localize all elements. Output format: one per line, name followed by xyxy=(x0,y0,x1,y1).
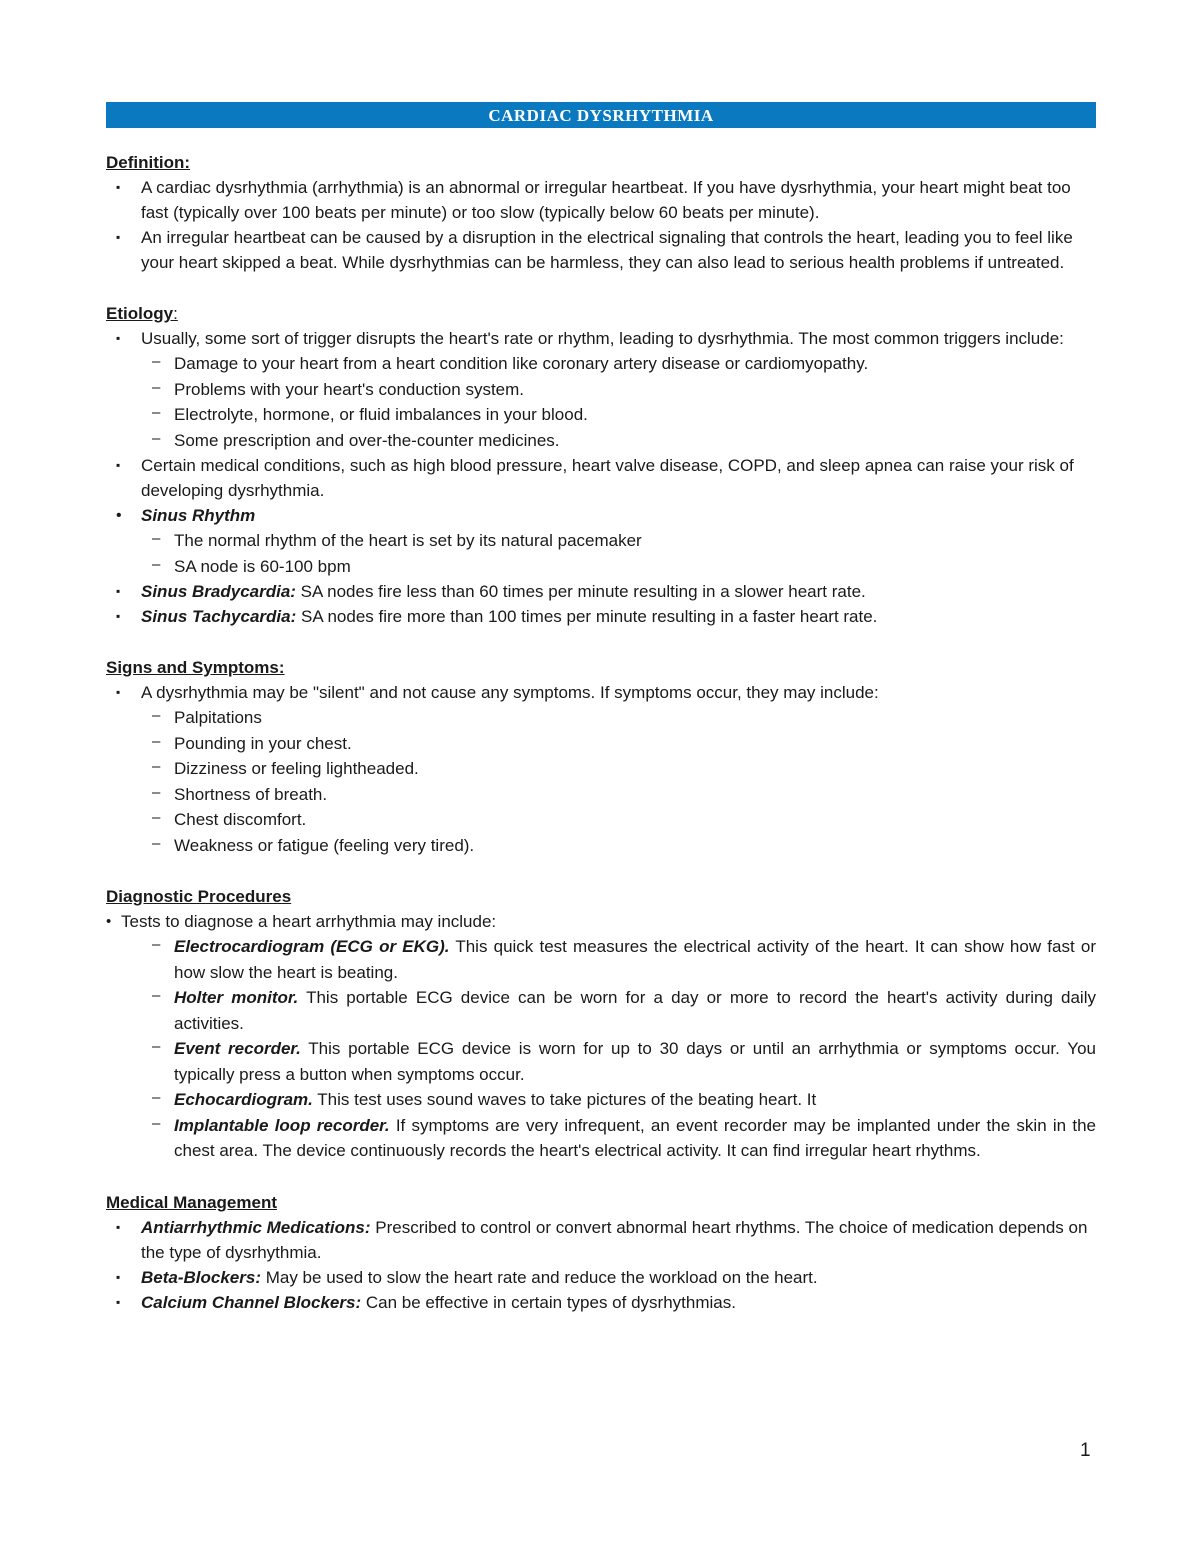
list-item: – Damage to your heart from a heart condition like coronary artery disease or cardiomyopathy. xyxy=(106,351,1096,377)
ecg-label: Electrocardiogram (ECG or EKG). xyxy=(174,937,450,956)
bradycardia-label: Sinus Bradycardia: xyxy=(141,582,296,601)
list-item xyxy=(106,579,1096,604)
list-item: ▪ Certain medical conditions, such as high blood pressure, heart valve disease, COPD, and sleep apnea can raise your risk of developing dysrhythmia. xyxy=(106,453,1096,503)
list-item: – SA node is 60-100 bpm xyxy=(106,554,1096,580)
list-item xyxy=(106,604,1096,629)
calcium-blockers-text: Can be effective in certain types of dysrhythmias. xyxy=(361,1292,736,1312)
list-item xyxy=(106,503,1096,579)
symptoms-section xyxy=(106,655,1096,858)
list-item xyxy=(106,1265,1096,1290)
list-item xyxy=(106,1087,1096,1113)
list-item xyxy=(106,909,1096,1164)
list-item xyxy=(106,326,1096,453)
list-item xyxy=(106,1290,1096,1315)
definition-heading: Definition: xyxy=(106,153,191,172)
symptom-items xyxy=(106,705,1096,858)
tachycardia-label: Sinus Tachycardia: xyxy=(141,607,297,626)
antiarrhythmic-text: Prescribed to control or convert abnormal heart rhythms. The choice of medication depends on the type of dysrhythmia. xyxy=(141,1217,1088,1262)
document-page xyxy=(106,102,1096,1315)
holter-label: Holter monitor. xyxy=(174,988,299,1007)
document-title: CARDIAC DYSRHYTHMIA xyxy=(106,102,1096,128)
list-item xyxy=(106,985,1096,1036)
echo-label: Echocardiogram. xyxy=(174,1090,313,1109)
ecg-text: This quick test measures the electrical activity of the heart. It can show how fast or how slow the heart is beating. xyxy=(174,937,1096,982)
list-item: – Dizziness or feeling lightheaded. xyxy=(106,756,1096,782)
management-section xyxy=(106,1190,1096,1315)
symptoms-list xyxy=(106,680,1096,858)
calcium-blockers-label: Calcium Channel Blockers: xyxy=(141,1292,362,1312)
list-item: – Chest discomfort. xyxy=(106,807,1096,833)
etiology-section xyxy=(106,301,1096,629)
loop-recorder-label: Implantable loop recorder. xyxy=(174,1115,390,1135)
diagnostic-heading: Diagnostic Procedures xyxy=(106,887,292,906)
list-item: – Palpitations xyxy=(106,705,1096,731)
management-heading: Medical Management xyxy=(106,1192,277,1212)
sinus-rhythm-list xyxy=(106,528,1096,579)
etiology-list xyxy=(106,326,1096,629)
echo-text: This test uses sound waves to take pictures of the beating heart. It xyxy=(312,1090,817,1109)
loop-recorder-text: If symptoms are very infrequent, an event recorder may be implanted under the skin in the chest area. The device continuously records the heart's electrical activity. It can find irregular heart rhythms. xyxy=(174,1115,1096,1160)
management-list xyxy=(106,1215,1096,1315)
symptoms-intro: A dysrhythmia may be "silent" and not cause any symptoms. If symptoms occur, they may include: xyxy=(141,683,879,702)
list-item: ▪ An irregular heartbeat can be caused by a disruption in the electrical signaling that controls the heart, leading you to feel like your heart skipped a beat. While dysrhythmias can be harmless, they can also lead to serious health problems if untreated. xyxy=(106,225,1096,275)
diagnostic-section xyxy=(106,884,1096,1164)
sinus-rhythm-label: Sinus Rhythm xyxy=(141,506,256,525)
diagnostic-tests xyxy=(106,934,1096,1164)
antiarrhythmic-label: Antiarrhythmic Medications: xyxy=(141,1217,371,1237)
list-item xyxy=(106,1113,1096,1164)
list-item: – Shortness of breath. xyxy=(106,782,1096,808)
holter-text: This portable ECG device can be worn for a day or more to record the heart's activity during daily activities. xyxy=(174,988,1096,1033)
trigger-list xyxy=(106,351,1096,453)
diagnostic-intro: Tests to diagnose a heart arrhythmia may include: xyxy=(121,912,497,931)
list-item xyxy=(106,1036,1096,1087)
list-item: – The normal rhythm of the heart is set by its natural pacemaker xyxy=(106,528,1096,554)
etiology-heading xyxy=(106,301,1096,326)
list-item: – Weakness or fatigue (feeling very tired). xyxy=(106,833,1096,859)
list-item xyxy=(106,680,1096,858)
list-item xyxy=(106,1215,1096,1265)
list-item: – Pounding in your chest. xyxy=(106,731,1096,757)
etiology-heading-text: Etiology xyxy=(106,304,174,323)
event-recorder-text: This portable ECG device is worn for up to 30 days or until an arrhythmia or symptoms occur. You typically press a button when symptoms occur. xyxy=(174,1039,1096,1084)
beta-blockers-text: May be used to slow the heart rate and reduce the workload on the heart. xyxy=(261,1267,818,1287)
bradycardia-text: SA nodes fire less than 60 times per minute resulting in a slower heart rate. xyxy=(295,582,866,601)
etiology-heading-colon: : xyxy=(173,304,178,323)
list-item: – Electrolyte, hormone, or fluid imbalances in your blood. xyxy=(106,402,1096,428)
event-recorder-label: Event recorder. xyxy=(174,1039,301,1058)
tachycardia-text: SA nodes fire more than 100 times per minute resulting in a faster heart rate. xyxy=(296,607,878,626)
definition-section xyxy=(106,150,1096,275)
page-number: 1 xyxy=(1080,1440,1091,1461)
list-item: ▪ A cardiac dysrhythmia (arrhythmia) is an abnormal or irregular heartbeat. If you have dysrhythmia, your heart might beat too fast (typically over 100 beats per minute) or too slow (typically below 60 beats per minute). xyxy=(106,175,1096,225)
list-item: – Problems with your heart's conduction system. xyxy=(106,377,1096,403)
list-item xyxy=(106,934,1096,985)
etiology-intro: Usually, some sort of trigger disrupts the heart's rate or rhythm, leading to dysrhythmia. The most common triggers include: xyxy=(141,329,1064,348)
list-item: – Some prescription and over-the-counter medicines. xyxy=(106,428,1096,454)
beta-blockers-label: Beta-Blockers: xyxy=(141,1267,261,1287)
definition-list xyxy=(106,175,1096,275)
diagnostic-list xyxy=(106,909,1096,1164)
symptoms-heading: Signs and Symptoms: xyxy=(106,658,285,677)
